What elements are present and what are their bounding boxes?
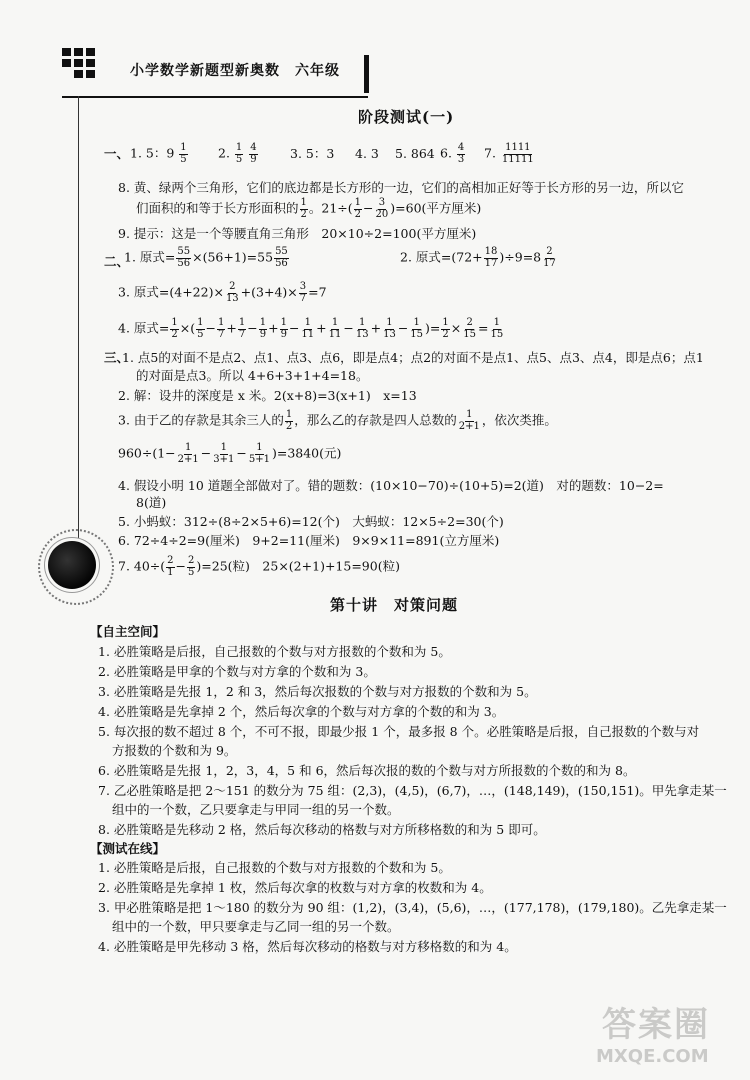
answer-3-5: 5. 小蚂蚁：312÷(8÷2×5+6)=12(个) 大蚂蚁：12×5÷2=30(个) (118, 514, 504, 529)
answer-3-4-line2: 8(道) (136, 495, 167, 510)
answer-3-7: 7. 40÷( $\frac{2}{1}$ − $\frac{2}{5}$ )=25(粒) 25×(2+1)+15=90(粒) (118, 555, 400, 578)
binding-circle (48, 541, 96, 589)
answer-1-4: 4. 3 (355, 146, 379, 161)
answer-1-9: 9. 提示：这是一个等腰直角三角形 20×10÷2=100(平方厘米) (118, 226, 477, 241)
answer-2-2: 2. 原式=(72+ $\frac{18}{17}$ )÷9=8 $\frac{2}{17}$ (400, 246, 556, 269)
watermark-logo (592, 1004, 742, 1074)
book-logo-icon (62, 48, 110, 84)
online-item-2: 2. 必胜策略是先拿掉 1 枚，然后每次拿的枚数与对方拿的枚数和为 4。 (98, 880, 492, 895)
watermark-text: 答案圈 (602, 1005, 710, 1045)
answer-1-7: 7. $\frac{1111}{11111}$ (484, 142, 534, 165)
margin-rule (78, 96, 79, 541)
answer-1-2: 2. $\frac{1}{5}$ $\frac{4}{9}$ (218, 142, 257, 165)
section-1-label: 一、 (104, 146, 130, 161)
online-test-label: 【测试在线】 (90, 841, 166, 856)
self-item-7-cont: 组中的一个数，乙只要拿走与甲同一组的另一个数。 (112, 802, 400, 817)
header-bar (364, 55, 369, 93)
answer-1-8-line2: 们面积的和等于长方形面积的 $\frac{1}{2}$ 。21÷( $\frac{1}{2}$ − $\frac{3}{20}$ )=60(平方厘米) (136, 197, 482, 220)
self-item-1: 1. 必胜策略是后报，自己报数的个数与对方报数的个数和为 5。 (98, 644, 451, 659)
self-item-5: 5. 每次报的数不超过 8 个，不可不报，即最少报 1 个，最多报 8 个。必胜策略是后报，自己报数的个数与对 (98, 724, 700, 739)
self-item-8: 8. 必胜策略是先移动 2 格，然后每次移动的格数与对方所移格数的和为 5 即可。 (98, 822, 546, 837)
self-item-5-cont: 方报数的个数和为 9。 (112, 743, 237, 758)
watermark-url: MXQE.COM (596, 1046, 709, 1067)
online-item-3: 3. 甲必胜策略是把 1～180 的数分为 90 组：(1,2)，(3,4)，(5,6)，…，(177,178)，(179,180)。乙先拿走某一 (98, 900, 727, 915)
online-item-3-cont: 组中的一个数，甲只要拿走与乙同一组的另一个数。 (112, 919, 400, 934)
self-item-2: 2. 必胜策略是甲拿的个数与对方拿的个数和为 3。 (98, 664, 376, 679)
answer-3-4-line1: 4. 假设小明 10 道题全部做对了。错的题数：(10×10−70)÷(10+5)=2(道) 对的题数：10−2= (118, 478, 664, 493)
header-title: 小学数学新题型新奥数 六年级 (130, 63, 340, 79)
answer-1-5: 5. 864 (395, 146, 435, 161)
answer-1-6: 6. $\frac{4}{3}$ (440, 142, 465, 165)
online-item-1: 1. 必胜策略是后报，自己报数的个数与对方报数的个数和为 5。 (98, 860, 451, 875)
answer-3-6: 6. 72÷4÷2=9(厘米) 9+2=11(厘米) 9×9×11=891(立方厘米) (118, 533, 500, 548)
answer-1-8-line1: 8. 黄、绿两个三角形，它们的底边都是长方形的一边，它们的高相加正好等于长方形的另一边，所以它 (118, 180, 684, 195)
section-2-label: 二、 (104, 254, 130, 269)
self-item-7: 7. 乙必胜策略是把 2～151 的数分为 75 组：(2,3)，(4,5)，(6,7)，…，(148,149)，(150,151)。甲先拿走某一 (98, 783, 727, 798)
answer-2-3: 3. 原式=(4+22)× $\frac{2}{13}$ +(3+4)× $\frac{3}{7}$ =7 (118, 281, 327, 304)
online-item-4: 4. 必胜策略是甲先移动 3 格，然后每次移动的格数与对方移格数的和为 4。 (98, 939, 517, 954)
test-title: 阶段测试(一) (358, 108, 455, 126)
answer-3-2: 2. 解：设井的深度是 x 米。2(x+8)=3(x+1) x=13 (118, 388, 417, 403)
self-space-label: 【自主空间】 (90, 624, 166, 639)
header-rule (62, 96, 368, 98)
self-item-4: 4. 必胜策略是先拿掉 2 个，然后每次拿的个数与对方拿的个数的和为 3。 (98, 704, 505, 719)
lecture-title: 第十讲 对策问题 (330, 596, 459, 614)
answer-3-1-line2: 的对面是点3。所以 4+6+3+1+4=18。 (136, 368, 369, 383)
answer-2-4: 4. 原式= $\frac{1}{2}$ ×( $\frac{1}{5}$ − $\frac{1}{7}$ + $\frac{1}{7}$ − $\frac{1}{9}$ + $\frac{1}{9}$ − $\frac{1}{11}$ + $\frac{1}{11}$ − $\frac{1}{13}$ + $\frac{1}{13}$ − $\frac{1}{15}$ )= $\frac{1}{2}$ × $\frac{2}{15}$ = $\frac{1}{15}$ (118, 317, 504, 340)
self-item-6: 6. 必胜策略是先报 1，2，3，4，5 和 6，然后每次报的数的个数与对方所报数的个数的和为 8。 (98, 763, 636, 778)
answer-2-1: 1. 原式= $\frac{55}{56}$ ×(56+1)=55 $\frac{55}{56}$ (124, 246, 288, 269)
answer-3-3-line1: 3. 由于乙的存款是其余三人的 $\frac{1}{2}$ ，那么乙的存款是四人总数的 $\frac{1}{2+1}$ ，依次类推。 (118, 409, 557, 432)
answer-3-1-line1: 1. 点5的对面不是点2、点1、点3、点6，即是点4；点2的对面不是点1、点5、点3、点4，即是点6；点1 (122, 350, 704, 365)
answer-1-1: 1. 5：9 $\frac{1}{5}$ (130, 142, 187, 165)
answer-3-3-line2: 960÷(1− $\frac{1}{2+1}$ − $\frac{1}{3+1}$ − $\frac{1}{5+1}$ )=3840(元) (118, 442, 342, 465)
answer-1-3: 3. 5：3 (290, 146, 335, 161)
self-item-3: 3. 必胜策略是先报 1，2 和 3，然后每次报数的个数与对方报数的个数和为 5。 (98, 684, 537, 699)
section-3-label: 三、 (104, 350, 130, 365)
